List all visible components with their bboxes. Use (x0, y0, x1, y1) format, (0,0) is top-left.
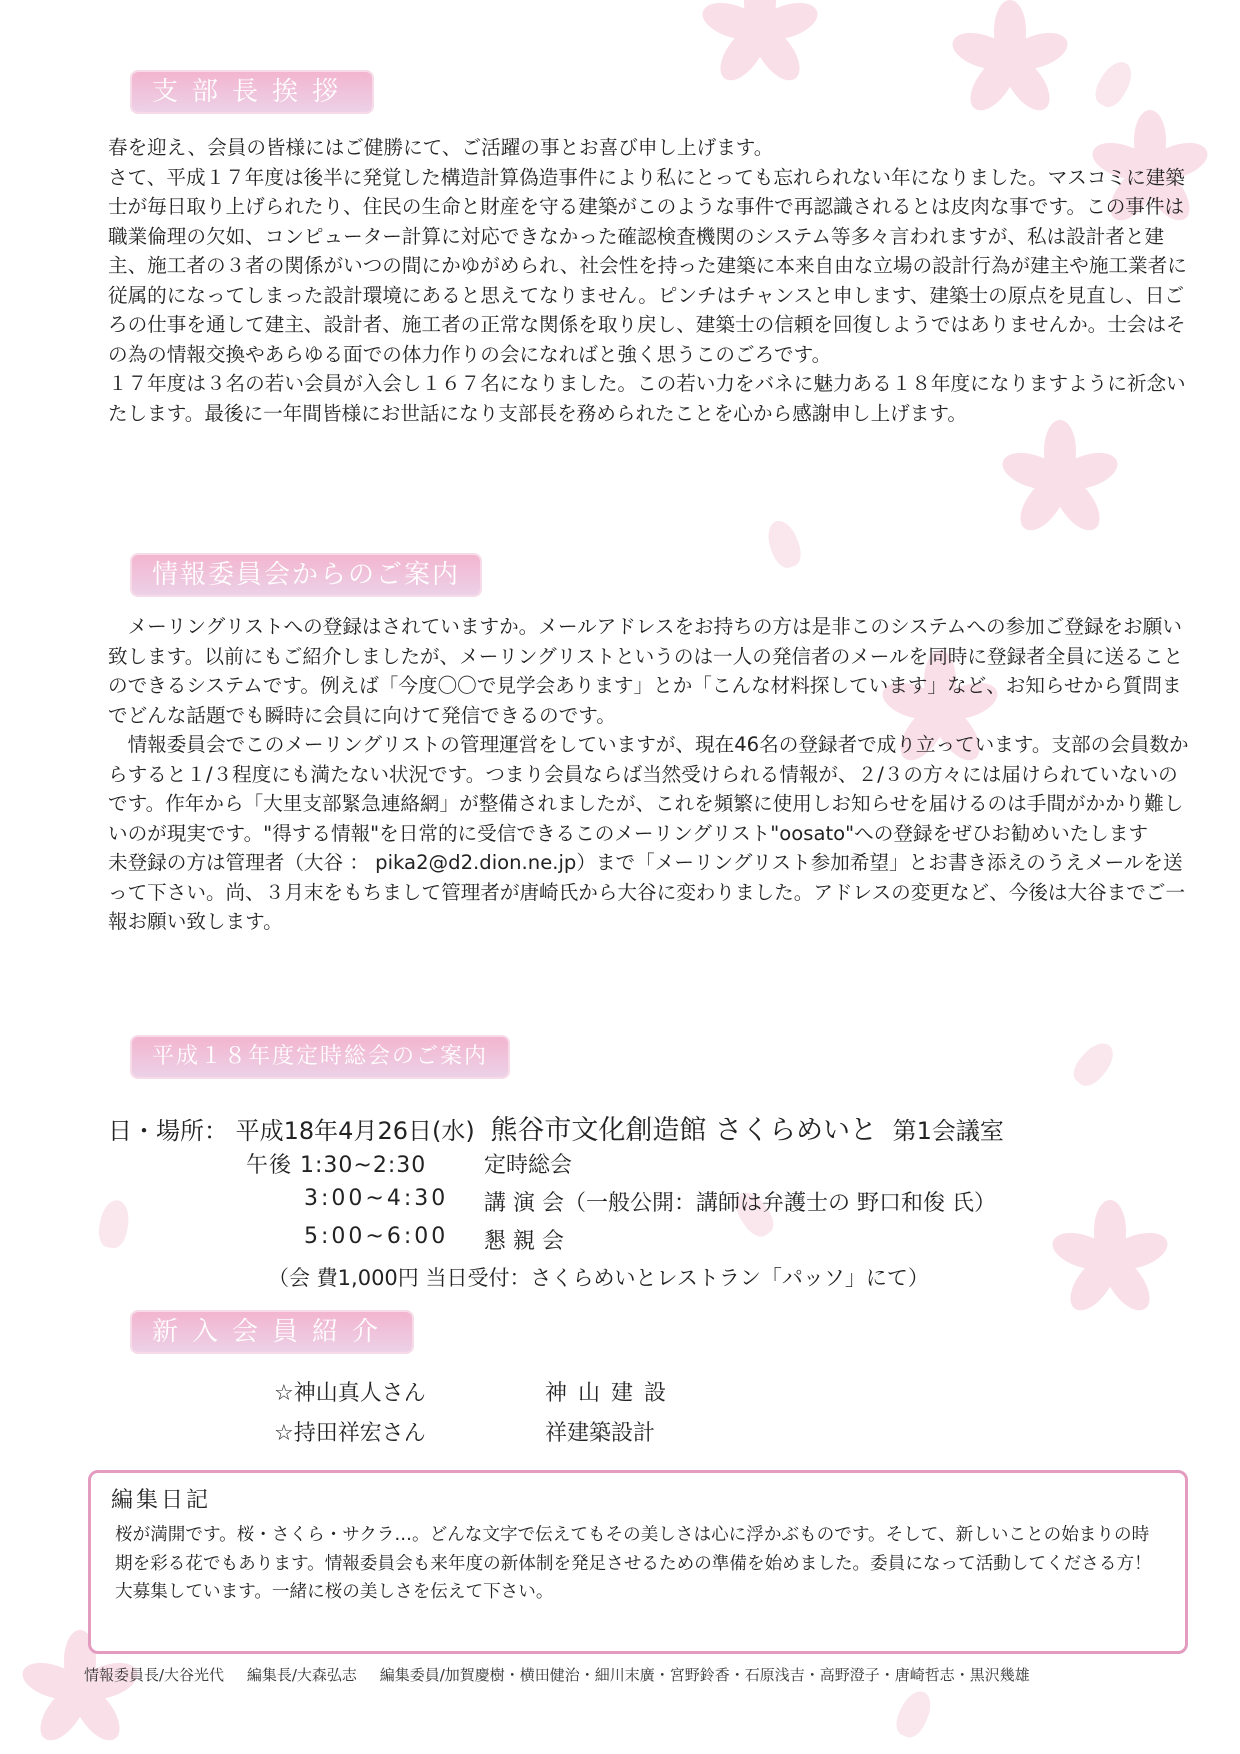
info-paragraph: メーリングリストへの登録はされていますか。メールアドレスをお持ちの方は是非このシステムへの参加ご登録をお願い致します。以前にもご紹介しましたが、メーリングリストというのは一人の発信者のメールを同時に登録者全員に送ることのできるシステムです。例えば「今度〇〇で見学会あります」とか「こんな材料探しています」など、お知らせから質問までどんな話題でも瞬時に会員に向けて発信できるのです。 (108, 615, 1183, 727)
editor-diary-box (88, 1470, 1188, 1654)
date-label: 日・場所： (108, 1117, 228, 1145)
editor-diary-title: 編集日記 (111, 1488, 212, 1513)
greeting-body (108, 133, 1190, 428)
schedule-time: 午後 1:30~2:30 (246, 1153, 427, 1178)
meeting-venue: 熊谷市文化創造館 さくらめいと (490, 1115, 877, 1146)
sakura-flower-icon (700, 0, 820, 90)
info-paragraph: 情報委員会でこのメーリングリストの管理運営をしていますが、現在46名の登録者で成り立っています。支部の会員数からすると１/３程度にも満たない状況です。つまり会員ならば当然受けられる情報が、２/３の方々には届けられていないのです。作年から「大里支部緊急連絡網」が整備されましたが、これを頻繁に使用しお知らせを届けるのは手間がかかり難しいのが現実です。"得する情報"を日常的に受信できるこのメーリングリスト"oosato"への登録をぜひお勧めいたします (108, 733, 1189, 845)
footer-credits (84, 1664, 1048, 1685)
info-committee-body (108, 612, 1190, 937)
footer-editor-in-chief: 編集長/大森弘志 (246, 1666, 357, 1684)
member-name: ☆神山真人さん (274, 1381, 426, 1406)
meeting-fee: （会 費1,000円 当日受付：さくらめいとレストラン「パッソ」にて） (268, 1266, 929, 1290)
petal-icon (96, 1198, 132, 1250)
general-meeting-heading: 平成１８年度定時総会のご案内 (132, 1037, 508, 1077)
member-name: ☆持田祥宏さん (274, 1421, 426, 1446)
meeting-room: 第1会議室 (892, 1117, 1004, 1145)
sakura-flower-icon (1050, 1200, 1170, 1320)
greeting-heading: 支部長挨拶 (132, 72, 372, 112)
schedule-time: 3:00~4:30 (304, 1186, 449, 1211)
schedule-event: 講 演 会（一般公開：講師は弁護士の 野口和俊 氏） (484, 1191, 996, 1216)
member-company: 祥建築設計 (545, 1421, 656, 1446)
petal-icon (891, 1686, 937, 1741)
meeting-date-line (108, 1108, 1004, 1147)
schedule-event: 懇 親 会 (484, 1229, 564, 1254)
greeting-paragraph: １７年度は３名の若い会員が入会し１６７名になりました。この若い力をバネに魅力ある１８年度になりますように祈念いたします。最後に一年間皆様にお世話になり支部長を務められたことを心から感謝申し上げます。 (108, 372, 1186, 425)
sakura-flower-icon (950, 0, 1070, 120)
footer-editors: 編集委員/加賀慶樹・横田健治・細川末廣・宮野鈴香・石原浅吉・高野澄子・唐崎哲志・黒沢幾雄 (379, 1666, 1030, 1684)
schedule-event: 定時総会 (484, 1153, 573, 1178)
info-paragraph: 未登録の方は管理者（大谷 ： pika2@d2.dion.ne.jp）まで「メーリングリスト参加希望」とお書き添えのうえメールを送って下さい。尚、３月末をもちまして管理者が唐崎氏から大谷に変わりました。アドレスの変更など、今後は大谷までご一報お願い致します。 (108, 851, 1186, 933)
greeting-paragraph: 春を迎え、会員の皆様にはご健勝にて、ご活躍の事とお喜び申し上げます。 (108, 136, 774, 159)
member-company: 神 山 建 設 (545, 1381, 668, 1406)
footer-chair: 情報委員長/大谷光代 (84, 1666, 225, 1684)
schedule-time: 5:00~6:00 (304, 1224, 449, 1249)
editor-diary-text: 桜が満開です。桜・さくら・サクラ…。どんな文字で伝えてもその美しさは心に浮かぶものです。そして、新しいことの始まりの時期を彩る花でもあります。情報委員会も来年度の新体制を発足させるための準備を始めました。委員になって活動してくださる方！大募集しています。一緒に桜の美しさを伝えて下さい。 (115, 1525, 1152, 1602)
greeting-paragraph: さて、平成１７年度は後半に発覚した構造計算偽造事件により私にとっても忘れられない年になりました。マスコミに建築士が毎日取り上げられたり、住民の生命と財産を守る建築がこのような事件で再認識されるとは皮肉な事です。この事件は職業倫理の欠如、コンピューター計算に対応できなかった確認検査機関のシステム等多々言われますが、私は設計者と建主、施工者の３者の関係がいつの間にかゆがめられ、社会性を持った建築に本来自由な立場の設計行為が建主や施工業者に従属的になってしまった設計環境にあると思えてなりません。ピンチはチャンスと申します、建築士の原点を見直し、日ごろの仕事を通して建主、設計者、施工者の正常な関係を取り戻し、建築士の信頼を回復しようではありませんか。士会はその為の情報交換やあらゆる面での体力作りの会になればと強く思うこのごろです。 (108, 165, 1187, 366)
new-members-heading: 新入会員紹介 (132, 1312, 412, 1352)
sakura-flower-icon (1000, 420, 1120, 540)
petal-icon (1068, 1037, 1120, 1092)
petal-icon (763, 517, 806, 572)
info-committee-heading: 情報委員会からのご案内 (132, 555, 480, 595)
meeting-date: 平成18年4月26日(水) (235, 1117, 475, 1145)
petal-icon (1090, 56, 1138, 112)
